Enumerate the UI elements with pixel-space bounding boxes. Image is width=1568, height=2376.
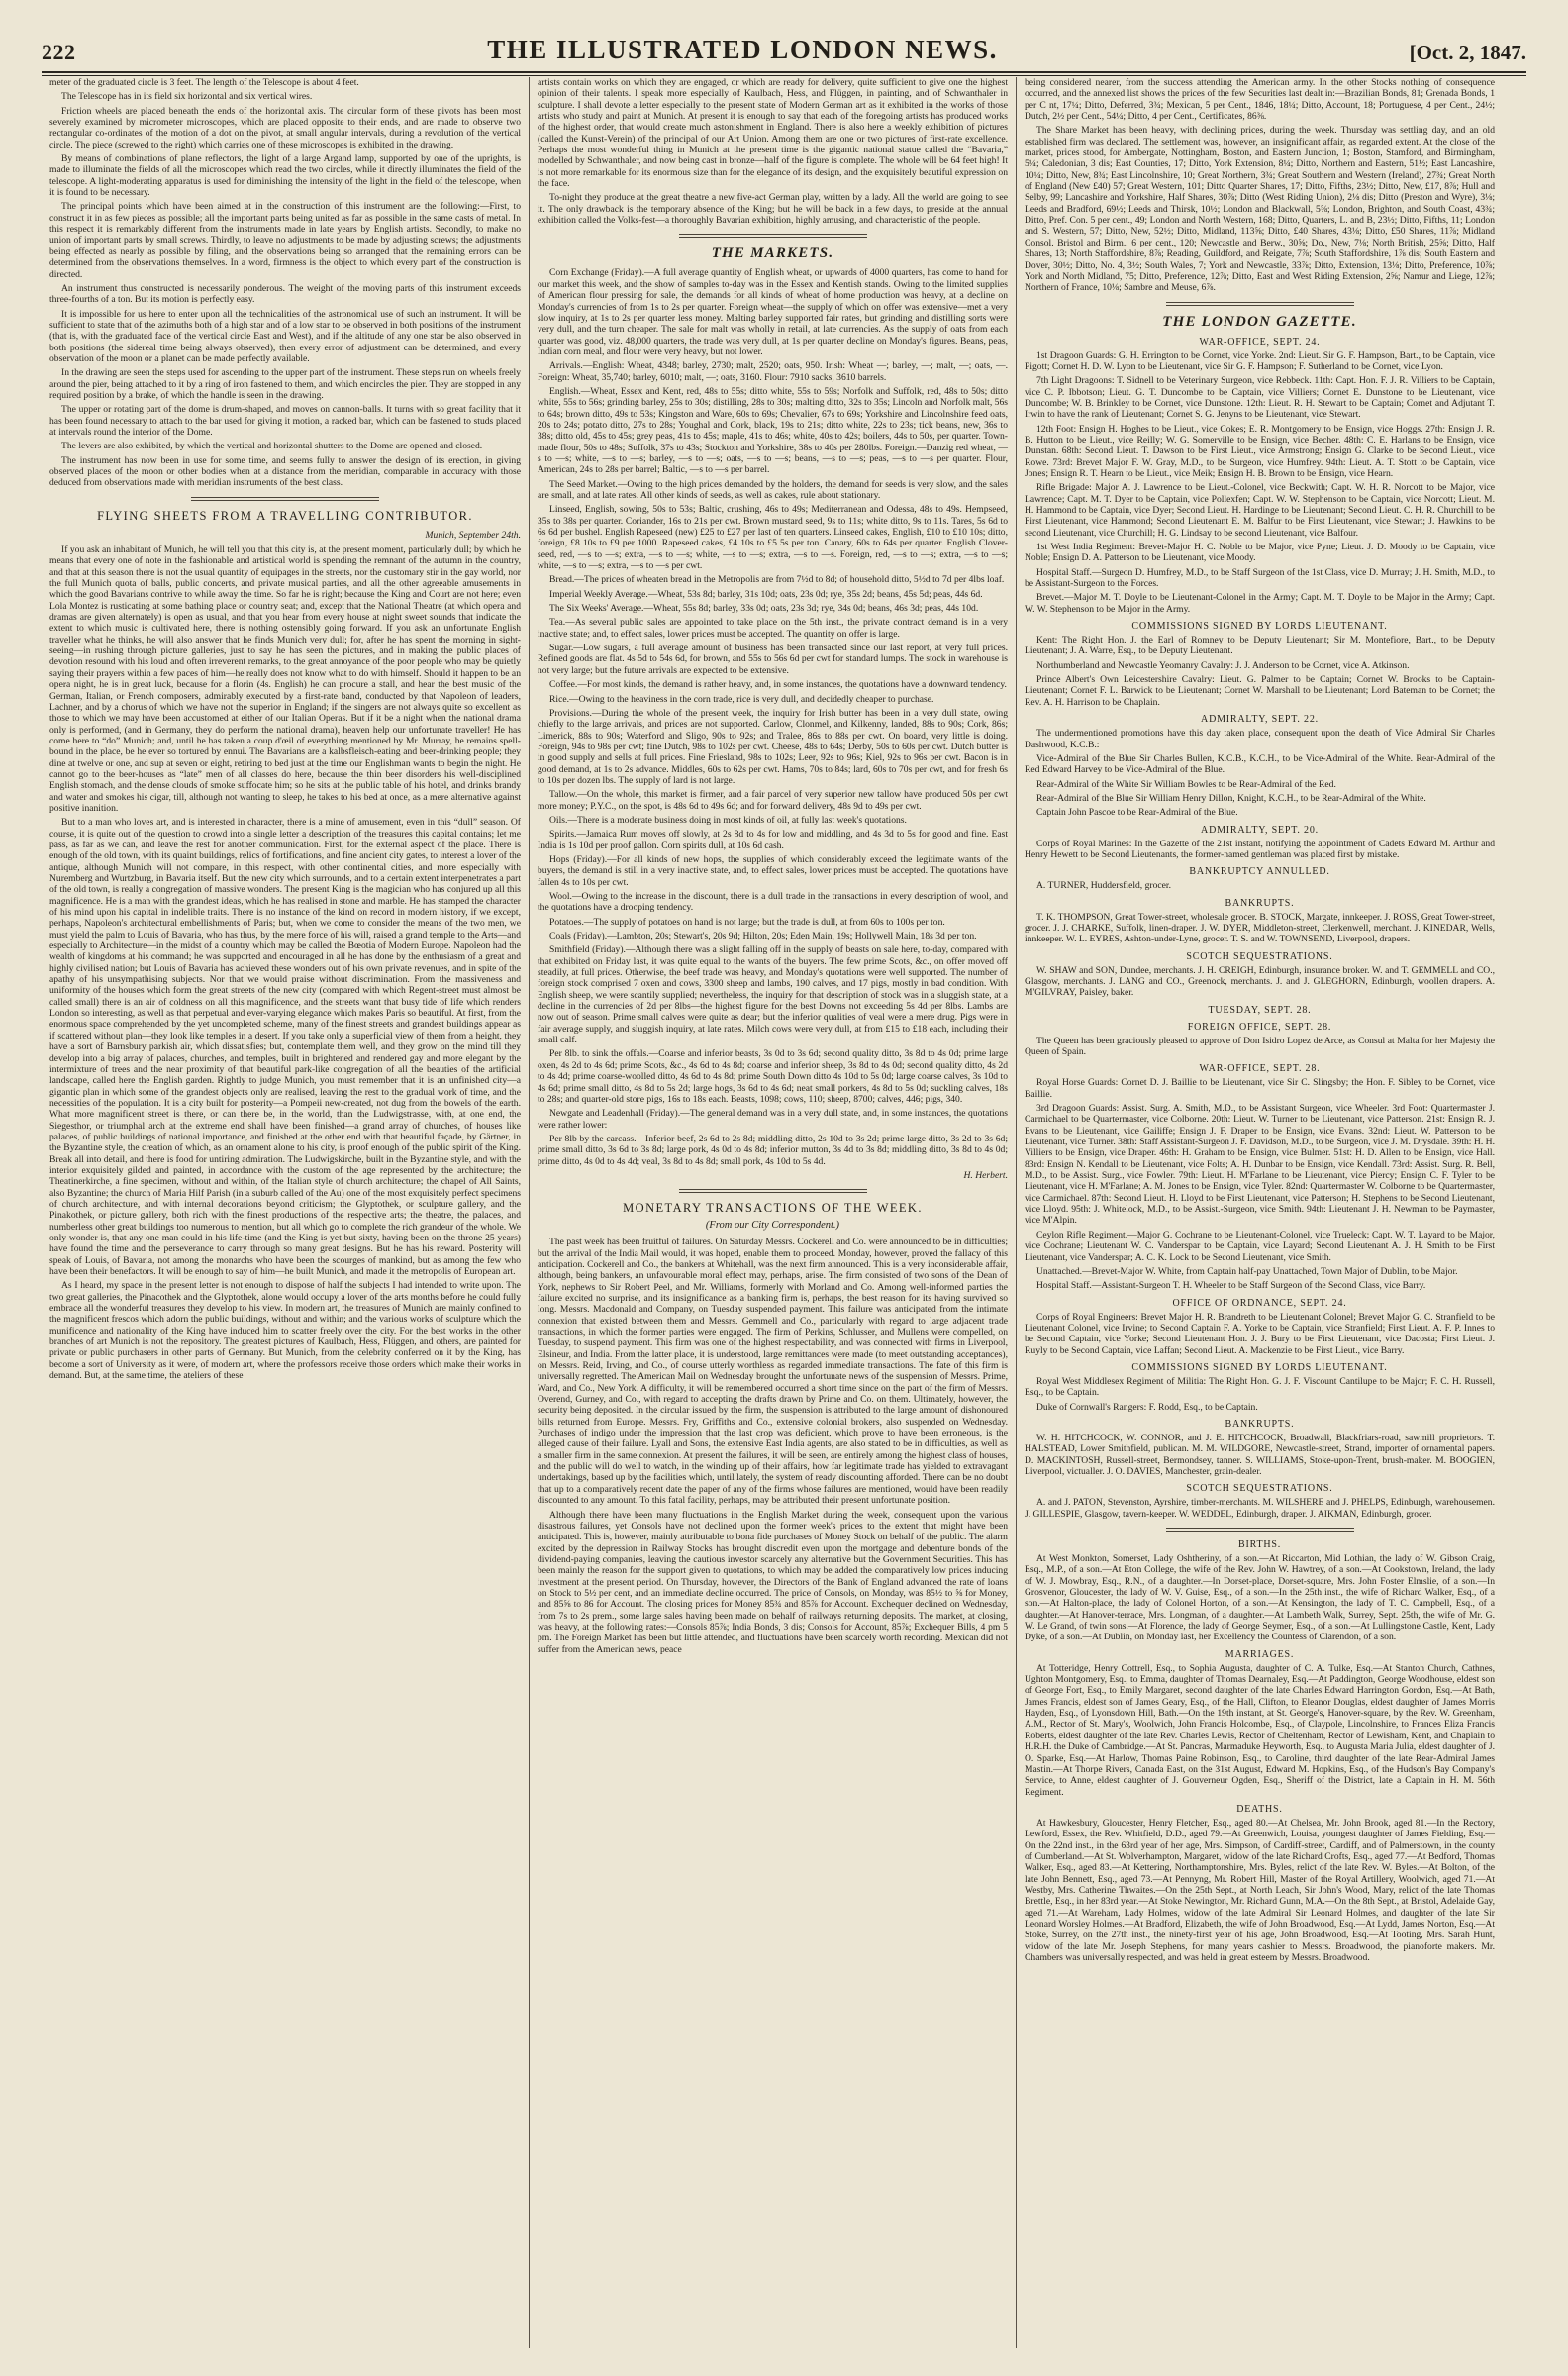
article-paragraph: An instrument thus constructed is necessarily ponderous. The weight of the moving parts of this instrument exceeds three-fourths of a ton. But its motion is perfectly easy. xyxy=(49,282,521,306)
article-heading: FLYING SHEETS FROM A TRAVELLING CONTRIBUTOR. xyxy=(97,508,473,523)
market-report: Coals (Friday).—Lambton, 20s; Stewart's, 20s 9d; Hilton, 20s; Eden Main, 19s; Hollywell Main, 18s 3d per ton. xyxy=(549,931,977,942)
gazette-entry: A. TURNER, Huddersfield, grocer. xyxy=(1036,880,1171,892)
markets-signature: H. Herbert. xyxy=(963,1169,1008,1181)
gazette-entry: 1st West India Regiment: Brevet-Major H. C. Noble to be Major, vice Pyne; Lieut. J. D. Moody to be Captain, vice Noble; Ensign D. A. Patterson to be Lieutenant, vice Moody. xyxy=(1025,542,1495,564)
article-paragraph: The upper or rotating part of the dome is drum-shaped, and moves on cannon-balls. It turns with so great facility that it has been found necessary to attach to the bar used for giving it motion, a racked bar, which can be fastened to studs placed at intervals round the interior of the Dome. xyxy=(49,404,521,438)
article-paragraph: If you ask an inhabitant of Munich, he will tell you that this city is, at the present moment, particularly dull; by which he means that every one of note in the fashionable and artistical world is spending the remnant of the autumn in the country, and that at this season there is not the usual quantity of equipages in the streets, nor the customary stir in the gay world, nor the full Munich quota of balls, public concerts, and private musical parties, and all the other agreeable amusements in which the good Bavarians contrive to while away the time. So far he is right; because the King and Court are not here; even Lola Montez is rusticating at some bathing place or country seat; and, except that the National Theatre (at which opera and dramas are given alternately) is open as usual, and that you hear from every house at night sweet sounds that indicate the extent to which music is cultivated here, there is nothing ostensibly going forward. If you ask an unfortunate English traveller what he thinks, he will also answer that he finds Munich very dull; for, after he has spent the morning in sight-seeing—in rushing through picture galleries, just to say he has seen the pictures, and in making the public places of devotion resound with his loud and often irreverent remarks, to the great annoyance of the poor people who may be quietly saying their prayers within a few paces of him—he really does not know what to do with himself. Should it happen to be an opera night, he is in great luck, because for a florin (4s. English) he can procure a stall, and hear the best music of the German, Italian, or French composers, admirably executed by a first-rate band, conducted by that Napoleon of leaders, Lachner, and by a chorus of which we have not the superior in England; if the singers are not always quite so excellent as those to which we may have been accustomed at either of our Italian Operas. But if it be a night when the national drama only is performed, (and in Germany, they do perform the national drama), heaven help our unfortunate traveller! He has come here to “do” Munich; and, until he has taken a coup d'œil of everything mentioned by Mr. Murray, he remains spell-bound in the place, be he ever so tortured by ennui. The Bavarians are a kalbsfleisch-eating and beer-drinking people; they dine at twelve or one, and sup at seven or eight, retiring to bed just at the time our Englishman wants to begin the night. He cannot go to the beer-houses as “late” men of all classes do here, because the thin beer disorders his well-disciplined English stomach, and the dense clouds of smoke suffocate him; so he sits at the public table of his hotel, and drinks brandy and water and smokes his cigar, till, although not wanting to sleep, he takes to his bed at once, as a mere alternative against positive inanition. xyxy=(49,544,521,814)
market-report: Per 8lb by the carcass.—Inferior beef, 2s 6d to 2s 8d; middling ditto, 2s 10d to 3s 2d; prime large ditto, 3s 2d to 3s 6d; prime small ditto, 3s 6d to 3s 8d; large pork, 4s 0d to 4s 8d; inferior mutton, 3s 4d to 3s 8d; middling ditto, 3s 8d to 4s 0d; prime ditto, 4s 0d to 4s 4d; veal, 3s 8d to 4s 8d; small pork, 4s 10d to 5s 4d. xyxy=(538,1133,1008,1167)
article-dateline: Munich, September 24th. xyxy=(425,529,521,541)
gazette-entry: 1st Dragoon Guards: G. H. Errington to be Cornet, vice Yorke. 2nd: Lieut. Sir G. F. Hampson, Bart., to be Captain, vice Pigott; Cornet H. D. W. Lyon to be Lieutenant, vice Sir G. F. Hampson; F. Sutherland to be Cornet, vice Lyon. xyxy=(1025,349,1495,372)
gazette-entry: 7th Light Dragoons: T. Sidnell to be Veterinary Surgeon, vice Rebbeck. 11th: Capt. Hon. F. J. R. Villiers to be Captain, vice C. P. Ibbotson; Lieut. G. T. Duncombe to be Captain, vice Villiers; Cornet E. Dunstone to be Lieutenant, vice Duncombe; W. B. Brinkley to be Cornet, vice Dunstone. 12th: Lieut. R. H. Stewart to be Captain; Cornet and Adjutant T. Irwin to have the rank of Lieutenant; Cornet S. G. Jenyns to be Lieutenant, vice Stewart. xyxy=(1025,375,1495,421)
article-paragraph: To-night they produce at the great theatre a new five-act German play, written by a lady. All the world are going to see it. The only drawback is the temporary absence of the King; but he will be back in a few days, to preside at the annual exhibition called the Volks-fest—a thoroughly Bavarian exhibition, highly amusing, and characteristic of the people. xyxy=(538,192,1008,227)
market-report: English.—Wheat, Essex and Kent, red, 48s to 55s; ditto white, 55s to 59s; Norfolk and Suffolk, red, 48s to 50s; ditto white, 55s to 56s; grinding barley, 25s to 30s; distilling, 28s to 30s; malting ditto, 32s to 35s; Lincoln and Norfolk malt, 56s to 64s; brown ditto, 49s to 53s; Kingston and Ware, 60s to 69s; Chevalier, 67s to 69s; Yorkshire and Lincolnshire feed oats, 20s to 24s; potato ditto, 27s to 28s; Youghal and Cork, black, 19s to 21s; ditto white, 22s to 23s; tick beans, new, 36s to 38s; ditto old, 45s to 45s; grey peas, 41s to 45s; maple, 41s to 46s; white, 40s to 42s; boilers, 44s to 50s, per quarter. Town-made flour, 50s to 48s; Suffolk, 37s to 43s; Stockton and Yorkshire, 38s to 40s per 280lbs. Foreign.—Danzig red wheat, —s to —s; white, —s to —s; barley, —s to —s; oats, —s to —s; beans, —s to —s; peas, —s to —s per quarter. Flour, American, 24s to 28s per barrel; Baltic, —s to —s per barrel. xyxy=(538,385,1008,476)
gazette-subheading: ADMIRALTY, SEPT. 22. xyxy=(1201,714,1319,726)
market-report: Potatoes.—The supply of potatoes on hand is not large; but the trade is dull, at from 60s to 100s per ton. xyxy=(549,916,945,928)
market-report: Coffee.—For most kinds, the demand is rather heavy, and, in some instances, the quotations have a downward tendency. xyxy=(549,679,1007,691)
article-paragraph: being considered nearer, from the success attending the American army. In the other Stocks nothing of consequence occurred, and the annexed list shows the prices of the few Securities last dealt in:—Brazilian Bonds, 81; Grenada Bonds, 1 per C nt, 17¼; Ditto, Deferred, 3¾; Mexican, 5 per Cent., 1846, 18¼; Ditto, Account, 18; Portuguese, 4 per Cent., 24½; Dutch, 2½ per Cent., 54¼; Ditto, 4 per Cent., Certificates, 86⅜. xyxy=(1025,77,1495,123)
gazette-entry: W. H. HITCHCOCK, W. CONNOR, and J. E. HITCHCOCK, Broadwall, Blackfriars-road, sawmill proprietors. T. HALSTEAD, Lower Smithfield, publican. M. M. WILDGORE, Newcastle-street, Strand, importer of ornamental papers. D. MACKINTOSH, Russell-street, Bermondsey, tanner. S. WILLIAMS, Stoke-upon-Trent, brush-maker. M. BOOGIEN, Liverpool, victualler. J. O. DAVIES, Manchester, grain-dealer. xyxy=(1025,1432,1495,1477)
markets-heading: THE MARKETS. xyxy=(711,246,834,262)
gazette-entry: Rear-Admiral of the Blue Sir William Henry Dillon, Knight, K.C.H., to be Rear-Admiral of the White. xyxy=(1036,792,1426,804)
deaths-heading: DEATHS. xyxy=(1236,1803,1283,1815)
section-divider xyxy=(1166,302,1354,306)
gazette-entry: Hospital Staff.—Assistant-Surgeon T. H. Wheeler to be Staff Surgeon of the Second Class, vice Barry. xyxy=(1036,1280,1426,1292)
newspaper-page xyxy=(42,22,1526,2348)
gazette-entry: Royal Horse Guards: Cornet D. J. Baillie to be Lieutenant, vice Sir C. Slingsby; the Hon. F. Sibley to be Cornet, vice Baillie. xyxy=(1025,1077,1495,1100)
market-report: Tallow.—On the whole, this market is firmer, and a fair parcel of very superior new tallow have produced 50s per cwt more money; P.Y.C., on the spot, is 48s 6d to 49s 6d; and for forward delivery, 48s 9d to 49s per cwt. xyxy=(538,789,1008,812)
gazette-entry: Ceylon Rifle Regiment.—Major G. Cochrane to be Lieutenant-Colonel, vice Trueleck; Capt. W. T. Layard to be Major, vice Cochrane; Lieutenant W. C. Vanderspar to be Captain, vice Layard; Second Lieutenant A. J. H. Smith to be First Lieutenant, vice Vanderspar; A. C. K. Lock to be Second Lieutenant, vice Smith. xyxy=(1025,1229,1495,1263)
gazette-entry: The undermentioned promotions have this day taken place, consequent upon the death of Vice Admiral Sir Charles Dashwood, K.C.B.: xyxy=(1025,728,1495,750)
market-report: Hops (Friday).—For all kinds of new hops, the supplies of which considerably exceed the legitimate wants of the buyers, the demand is still in a very inactive state, and, to effect sales, lower prices must be accepted. The quotations have fallen 4s to 10s per cwt. xyxy=(538,853,1008,888)
gazette-subheading: SCOTCH SEQUESTRATIONS. xyxy=(1186,1483,1333,1495)
article-paragraph: The instrument has now been in use for some time, and seems fully to answer the design of its erection, in giving observed places of the moon or other bodies when at a distance from the meridian, comparable in accuracy with those deduced from observations made with meridian instruments of the best class. xyxy=(49,454,521,489)
gazette-entry: A. and J. PATON, Stevenston, Ayrshire, timber-merchants. M. WILSHERE and J. PHELPS, Edinburgh, warehousemen. J. GILLESPIE, Glasgow, tavern-keeper. W. WEDDEL, Edinburgh, draper. J. AIKMAN, Edinburgh, grocer. xyxy=(1025,1497,1495,1520)
article-paragraph: Although there have been many fluctuations in the English Market during the week, consequent upon the various disastrous failures, yet Consols have not declined upon the former week's prices to the extent that might have been anticipated. This is, however, mainly attributable to bona fide purchases of Money Stock on behalf of the public. The alarm excited by the depression in Railway Stocks has brought discredit even upon the mortgage and debenture bonds of the dividend-paying companies, leaving the cautious investor scarcely any alternative but the Government Securities. This has been mainly the reason for the support given to quotations, to which may be added the comparatively low prices inducing investment at the present period. On Thursday, however, the Directors of the Bank of England advanced the rate of loans on Stock to 5½ per cent, and an immediate decline occurred. The price of Consols, on Monday, was 85½ to ⅝ for Money, and 85⅝ to 86 for Account. The closing prices for Money 85¾ and 85⅞ for Account. Exchequer declined on Wednesday, from 7s to 2s prem., some large sales having been made on behalf of railways returning deposits. The market, at closing, was heavy, at the following rates:—Consols 85⅞; India Bonds, 3 dis; Consols for Account, 85⅞; Exchequer Bills, 4 pm 5 pm. The Foreign Market has been but little attended, and fluctuations have been scarcely worth recording. Mexican did not suffer from the American news, peace xyxy=(538,1509,1008,1655)
gazette-entry: Unattached.—Brevet-Major W. White, from Captain half-pay Unattached, Town Major of Dublin, to be Major. xyxy=(1036,1265,1458,1277)
newspaper-title: THE ILLUSTRATED LONDON NEWS. xyxy=(487,35,998,64)
section-divider xyxy=(191,497,379,501)
market-report: Oils.—There is a moderate business doing in most kinds of oil, at fully last week's quotations. xyxy=(549,814,907,826)
gazette-subheading: OFFICE OF ORDNANCE, SEPT. 24. xyxy=(1172,1297,1347,1309)
gazette-subheading: BANKRUPTS. xyxy=(1225,1418,1295,1430)
market-report: Arrivals.—English: Wheat, 4348; barley, 2730; malt, 2520; oats, 950. Irish: Wheat —; barley, —; malt, —; oats, —. Foreign: Wheat, 35,740; barley, 6010; malt, —; oats, 3160. Flour: 7910 sacks, 3610 barrels. xyxy=(538,360,1008,383)
gazette-entry: Northumberland and Newcastle Yeomanry Cavalry: J. J. Anderson to be Cornet, vice A. Atkinson. xyxy=(1036,659,1410,671)
gazette-entry: Brevet.—Major M. T. Doyle to be Lieutenant-Colonel in the Army; Capt. M. T. Doyle to be Major in the Army; Capt. W. W. Stephenson to be Major in the Army. xyxy=(1025,592,1495,615)
article-paragraph: By means of combinations of plane reflectors, the light of a large Argand lamp, supported by one of the uprights, is made to illuminate the fields of all the microscopes which read the two circles, while it directly illuminates the field of the telescope. A light-moderating apparatus is used for diminishing the intensity of the light in the field of the telescope, when it is found to be necessary. xyxy=(49,153,521,199)
gazette-subheading: TUESDAY, SEPT. 28. xyxy=(1208,1004,1312,1016)
gazette-entry: T. K. THOMPSON, Great Tower-street, wholesale grocer. B. STOCK, Margate, innkeeper. J. ROSS, Great Tower-street, grocer. J. J. CHARKE, Suffolk, linen-draper. J. W. DYER, Middleton-street, Clerkenwell, merchant. J. KINEDAR, Wells, innkeeper. W. L. EYRES, Ashton-under-Lyne, grocer. T. S. and W. TOWNSEND, Liverpool, drapers. xyxy=(1025,911,1495,945)
market-report: Newgate and Leadenhall (Friday).—The general demand was in a very dull state, and, in some instances, the quotations were rather lower: xyxy=(538,1108,1008,1131)
article-paragraph: artists contain works on which they are engaged, or which are ready for delivery, quite sufficient to give one the highest opinion of their talents. I speak more especially of Kaulbach, Hess, and Flüggen, in painting, and of Schwanthaler in sculpture. I shall devote a letter especially to the present state of Modern German art as it exhibited in the works of those artists who study and paint at Munich. At present it is enough to say that each of the foregoing artists has produced works of the highest order, that would create much astonishment in England. There is also here a weekly exhibition of pictures (called the Kunst-Verein) of the principal of our Art Union. Among them are one or two pictures of first-rate excellence. Perhaps the most wonderful thing in Munich at the present time is the gigantic national statue called the “Bavaria,” modelled by Schwanthaler, and now being cast in bronze—half of the figure is complete. The whole will be 64 feet high! It is not more remarkable for its enormous size than for the elegance of its design, and the exquisitely beautiful expression on the face. xyxy=(538,77,1008,190)
market-report: Linseed, English, sowing, 50s to 53s; Baltic, crushing, 46s to 49s; Mediterranean and Odessa, 48s to 49s. Hempseed, 35s to 38s per quarter. Coriander, 16s to 21s per cwt. Brown mustard seed, 9s to 11s; white ditto, 9s to 11s. Tares, 5s 6d to 6s 6d per bushel. English Rapeseed (new) £25 to £27 per last of ten quarters. Linseed cakes, English, £10 to £10 10s; ditto, foreign, £8 10s to £9 per 1000. Rapeseed cakes, £4 10s to £5 5s per ton. Canary, 60s to 64s per quarter. English Clover-seed, red, —s to —s; extra, —s to —s; white, —s to —s; extra, —s to —s. Foreign, red, —s to —s; extra, —s to —s; white, —s to —s; extra, —s to —s per cwt. xyxy=(538,504,1008,572)
article-paragraph: The past week has been fruitful of failures. On Saturday Messrs. Cockerell and Co. were announced to be in difficulties; but the arrival of the India Mail would, it was hoped, enable them to proceed. Monday, however, proved the fallacy of this anticipation. Cockerell and Co., the bankers at Whitehall, was the next firm announced. This is a very inconsiderable affair, although, being bankers, an unfavourable moral effect may, perhaps, arise. The firm consisted of two sons of the Dean of York, nephews to Sir Robert Peel, and Mr. Williams, formerly with Morland and Co. Among well-informed parties the failure excited no surprise, and its insignificance as a banking firm is, perhaps, the best reason for its having survived so long. Messrs. Macdonald and Company, on Tuesday suspended payment. This failure was anticipated from the intimate connexion that existed between them and Messrs. Gemmell and Co., particularly with regard to large adjacent trade transactions, in which the former parties were engaged. The firm of Perkins, Schlusser, and Mullens were compelled, on Tuesday, to suspend payment. This firm was one of the highest respectability, and was connected with firms in Liverpool, Elsineur, and India. From the latter place, it is understood, large remittances were made (to meet outstanding acceptances), on Messrs. Reid, Irving, and Co., of course utterly worthless as regarded immediate transactions. The fate of this firm is universally regretted. The American Mail on Wednesday brought the unfortunate news of the suspension of Messrs. Prime, Ward, and Co., New York. A difficulty, it will be remembered occurred a short time since on the part of the firm of Messrs. Overend, Gurney, and Co., with regard to accepting the drafts drawn by Prime and Co. on them. Ultimately, however, the security being deposited. In the circular issued by the firm, the suspension is attributed to the large amount of dishonoured bills returned from Europe. Messrs. Fry, Griffiths and Co., extensive colonial brokers, also suspended on Wednesday. Purchases of indigo under the impression that the last crop was deficient, which prove to have been erroneous, is the alleged cause of their failure. Lyall and Sons, the extensive East India agents, are also stated to be in difficulties, as well as a smaller firm in the same connexion. At present the failures, it will be seen, are entirely among the highest class of houses, and the public will do well to watch, in the winding up of their affairs, how far legitimate trade has yielded to extravagant undertakings, based up by the facilities which, until lately, the system of ready discounting afforded. There can be no doubt that up to a comparatively recent date the paper of any of the firms whose failures are mentioned, would have been readily discounted to any amount. To this fatal facility, perhaps, may be attributed their present unfortunate position. xyxy=(538,1237,1008,1507)
gazette-subheading: BANKRUPTS. xyxy=(1225,897,1295,909)
market-report: The Six Weeks' Average.—Wheat, 55s 8d; barley, 33s 0d; oats, 23s 3d; rye, 34s 0d; beans, 46s 3d; peas, 44s 10d. xyxy=(549,603,979,615)
article-paragraph: The Telescope has in its field six horizontal and six vertical wires. xyxy=(61,91,313,103)
gazette-entry: W. SHAW and SON, Dundee, merchants. J. H. CREIGH, Edinburgh, insurance broker. W. and T. GEMMELL and CO., Glasgow, merchants. J. LANG and CO., Greenock, merchants. J. and J. GLEGHORN, Edinburgh, woollen drapers. A. M'GILVRAY, Paisley, baker. xyxy=(1025,964,1495,999)
gazette-entry: Captain John Pascoe to be Rear-Admiral of the Blue. xyxy=(1036,807,1238,819)
market-report: Bread.—The prices of wheaten bread in the Metropolis are from 7½d to 8d; of household ditto, 5½d to 7d per 4lbs loaf. xyxy=(549,574,1005,586)
article-paragraph: meter of the graduated circle is 3 feet. The length of the Telescope is about 4 feet. xyxy=(49,77,359,88)
market-report: Imperial Weekly Average.—Wheat, 53s 8d; barley, 31s 10d; oats, 23s 0d; rye, 35s 2d; beans, 45s 5d; peas, 44s 6d. xyxy=(549,588,983,600)
market-report: Wool.—Owing to the increase in the discount, there is a dull trade in the transactions in every description of wool, and the quotations have a drooping tendency. xyxy=(538,891,1008,914)
column-2 xyxy=(529,77,1016,2348)
gazette-subheading: FOREIGN OFFICE, SEPT. 28. xyxy=(1187,1021,1332,1033)
births-notices: At West Monkton, Somerset, Lady Oshtheriny, of a son.—At Riccarton, Mid Lothian, the lady of W. Gibson Craig, Esq., M.P., of a son.—At Eton College, the wife of the Rev. John W. Hawtrey, of a son.—At Cookstown, Ireland, the lady of W. J. Mowbray, Esq., R.N., of a daughter.—In Dorset-place, Dorset-square, Mrs. John Foster Elmslie, of a son.—In Grosvenor, Gloucester, the lady of W. V. Guise, Esq., of a son.—In the 25th inst., the wife of Richard Walker, Esq., of a son.—At Halton-place, the lady of Colonel Horton, of a son.—At Kensington, the lady of T. C. Campbell, Esq., of a daughter.—At Hanover-terrace, Mrs. Longman, of a daughter.—At Lambeth Walk, Surrey, Sept. 25th, the wife of Mr. G. W. Le Grand, of twin sons.—At Florence, the lady of George Seymer, Esq., of a son.—At Lullingstone Castle, Kent, Lady Dyke, of a son.—At Dublin, on Monday last, her Excellency the Countess of Clarendon, of a son. xyxy=(1025,1553,1495,1643)
column-1 xyxy=(42,77,529,2348)
gazette-entry: Duke of Cornwall's Rangers: F. Rodd, Esq., to be Captain. xyxy=(1036,1401,1258,1413)
deaths-notices: At Hawkesbury, Gloucester, Henry Fletcher, Esq., aged 80.—At Chelsea, Mr. John Brook, aged 81.—In the Rectory, Lewford, Essex, the Rev. Whitfield, D.D., aged 79.—At Greenwich, Louisa, youngest daughter of James Fielding, Esq.—On the 22nd inst., in the 63rd year of her age, Mrs. Simpson, of Cardiff-street, Cardiff, and of Palmerstown, in the county of Cumberland.—At St. Wolverhampton, Margaret, widow of the late Richard Crofts, Esq., aged 77.—At Bedford, Thomas Walker, Esq., aged 83.—At Kettering, Northamptonshire, Mrs. Byles, relict of the late Rev. W. Byles.—At Bolton, of the late John Bennett, Esq., aged 73.—At Pennyng, Mr. Robert Hill, Master of the Royal Artillery, Woolwich, aged 71.—At Westby, Mrs. Catherine Thwaites.—On the 25th Sept., at North Leach, Sir John's Wood, Mary, relict of the late Thomas Brettle, Esq., in her 83rd year.—At Stoke Newington, Mr. Richard Gunn, M.A.—On the 8th Sept., at Bristol, Adelaide Gay, aged 71.—At Wareham, Lady Holmes, widow of the late Admiral Sir Leonard Holmes, and daughter of the late Sir Leonard Worsley Holmes.—At Bradford, Elizabeth, the wife of John Broadwood, Esq.—At Lydd, James Norton, Esq.—At Stoke, Surrey, on the 27th inst., the ninety-first year of his age, John Broadwood, Esq.—At Tooting, Mrs. Sarah Hunt, widow of the late Mr. Joseph Stephens, for many years cashier to Messrs. Broadwood, the pianoforte makers. Mr. Chambers was universally respected, and was held in great esteem by Messrs. Broadwood. xyxy=(1025,1817,1495,1963)
article-paragraph: In the drawing are seen the steps used for ascending to the upper part of the instrument. These steps run on wheels freely around the pier, being attached to it by a ring of iron fastened to them, and which encircles the pier. They are stopped in any required position by a brake, of which the handle is seen in the drawing. xyxy=(49,367,521,401)
gazette-entry: Rifle Brigade: Major A. J. Lawrence to be Lieut.-Colonel, vice Beckwith; Capt. W. H. R. Norcott to be Major, vice Lawrence; Capt. M. T. Dyer to be Captain, vice Pollexfen; Capt. W. W. Stephenson to be Captain, vice Norcott; Lieut. M. H. Hammond to be Captain, vice Dyer; Second Lieut. H. Hardinge to be Lieutenant; Second Lieut. C. H. R. Churchill to be First Lieutenant, vice Hammond; Second Lieutenant E. M. Balfur to be First Lieutenant, vice Stewart; J. Hawkins to be second Lieutenant, vice Churchill; H. G. Lindsay to be second Lieutenant, vice Balfour. xyxy=(1025,482,1495,539)
article-paragraph: It is impossible for us here to enter upon all the technicalities of the astronomical use of such an instrument. It will be sufficient to state that of the azimuths both of a high star and of a low star to be observed in both positions of the instrument (that is, with the graduated face of the vertical circle East and West), and if the altitude of any one star be also observed in both positions (the sidereal time being always observed), then every error of adjustment can be determined, and every observation of the moon or a planet can be made perfectly available. xyxy=(49,308,521,364)
gazette-subheading: SCOTCH SEQUESTRATIONS. xyxy=(1186,950,1333,962)
article-paragraph: As I heard, my space in the present letter is not enough to dispose of half the subjects I had intended to write upon. The two great galleries, the Pinacothek and the Glyptothek, alone would occupy a lover of the arts months before he could fully embrace all the wonderful treasures they develop to his view. In modern art, the treasures of Munich are mainly confined to the magnificent frescos which adorn the public buildings, without and within; and the various works of sculpture which the munificence and nationality of the King have induced him to scatter freely over the city. For the best works in the other branches of art Munich is not the repository. The greatest pictures of Kaulbach, Hess, Flüggen, and others, are painted for private or public purchasers in other parts of Germany. But Munich, from the celebrity conferred on it by the King, has become a sort of University as it were, of modern art, where the professors receive those orders which make their works in demand. But, at the same time, the ateliers of these xyxy=(49,1280,521,1382)
market-report: Tea.—As several public sales are appointed to take place on the 5th inst., the private contract demand is in a very inactive state; and, to effect sales, lower prices must be accepted. The quantity on offer is large. xyxy=(538,617,1008,640)
births-heading: BIRTHS. xyxy=(1237,1539,1282,1550)
section-divider xyxy=(1166,1528,1354,1532)
gazette-subheading: COMMISSIONS SIGNED BY LORDS LIEUTENANT. xyxy=(1131,1361,1388,1373)
market-report: Per 8lb. to sink the offals.—Coarse and inferior beasts, 3s 0d to 3s 6d; second quality ditto, 3s 8d to 4s 0d; prime large oxen, 4s 2d to 4s 6d; prime Scots, &c., 4s 6d to 4s 8d; coarse and inferior sheep, 3s 8d to 4s 0d; second quality ditto, 4s 2d to 4s 4d; prime coarse-woolled ditto, 4s 6d to 4s 8d; prime South Down ditto 4s 10d to 5s 0d; large coarse calves, 3s 10d to 4s 6d; prime small ditto, 4s 8d to 5s 2d; large hogs, 3s 6d to 4s 6d; neat small porkers, 4s 8d to 5s 0d; suckling calves, 18s to 28s; and quarter-old store pigs, 16s to 18s each. Beasts, 1098; cows, 110; sheep, 8700; calves, 446; pigs, 340. xyxy=(538,1048,1008,1105)
gazette-entry: Kent: The Right Hon. J. the Earl of Romney to be Deputy Lieutenant; Sir M. Montefiore, Bart., to be Deputy Lieutenant; J. A. Warre, Esq., to be Deputy Lieutenant. xyxy=(1025,635,1495,657)
gazette-entry: Hospital Staff.—Surgeon D. Humfrey, M.D., to be Staff Surgeon of the 1st Class, vice D. Murray; J. H. Smith, M.D., to be Assistant-Surgeon to the Forces. xyxy=(1025,566,1495,590)
gazette-entry: Royal West Middlesex Regiment of Militia: The Right Hon. G. J. F. Viscount Cantilupe to be Major; F. C. H. Russell, Esq., to be Captain. xyxy=(1025,1375,1495,1399)
marriages-heading: MARRIAGES. xyxy=(1225,1648,1295,1660)
article-paragraph: Friction wheels are placed beneath the ends of the horizontal axis. The circular form of these pivots has been most severely examined by micrometer microscopes, which are placed opposite to their ends, and are made to observe two rectangular co-ordinates of the motion of a dot on the pivot, at small angular intervals, during a revolution of the vertical circle. The piece (screwed to the right) which carries one of these microscopes is exhibited in the drawing. xyxy=(49,105,521,150)
market-report: The Seed Market.—Owing to the high prices demanded by the holders, the demand for seeds is very slow, and the sales are small, and at late rates. All other kinds of seeds, as well as cakes, rule about stationary. xyxy=(538,478,1008,501)
column-3 xyxy=(1016,77,1503,2348)
gazette-entry: Rear-Admiral of the White Sir William Bowles to be Rear-Admiral of the Red. xyxy=(1036,778,1336,790)
columns xyxy=(42,77,1526,2348)
gazette-entry: The Queen has been graciously pleased to approve of Don Isidro Lopez de Arce, as Consul at Malta for her Majesty the Queen of Spain. xyxy=(1025,1035,1495,1057)
gazette-entry: 3rd Dragoon Guards: Assist. Surg. A. Smith, M.D., to be Assistant Surgeon, vice Wheeler. 3rd Foot: Quartermaster J. Carmichael to be Quartermaster, vice Colborne. 20th: Lieut. W. Turner to be Lieutenant, vice Patterson. 21st: Ensign R. J. Evans to be Lieutenant, vice Gailiffe; Ensign J. F. Draper to be Ensign, vice Evans. 32nd: Lieut. W. Patterson to be Lieutenant, vice Turner. 38th: Staff Assistant-Surgeon J. F. Davidson, M.D., to be Surgeon, vice J. M. Drysdale. 39th: H. H. Villiers to be Ensign, vice Draper. 46th: H. Graham to be Ensign, vice Bulmer. 51st: H. D. Allen to be Ensign, vice Hall. 83rd: Ensign N. Kendall to be Lieutenant, vice Folts; A. H. Dunbar to be Ensign, vice Kendall. 73rd: Assist. Surg. R. Bell, M.D., to be Assist. Surg., vice Fowler. 79th: Lieut. H. M'Farlane to be Lieutenant, vice Piercy; Ensign C. F. Tyler to be Lieutenant, vice H. M'Farlane; A. M. Jones to be Ensign, vice Tyler. 82nd: Quartermaster W. Colborne to be Quartermaster, vice Carmichael. 87th: Second Lieut. H. Lloyd to be First Lieutenant, vice Patterson; H. Stephens to be Second Lieutenant, vice Lloyd. 95th: J. Whitelock, M.D., to be Assist.-Surgeon, vice Smith. 94th: Lieutenant J. H. Newman to be Paymaster, vice M'Alpin. xyxy=(1025,1103,1495,1227)
section-divider xyxy=(679,234,867,238)
page-number: 222 xyxy=(42,40,76,64)
gazette-subheading: WAR-OFFICE, SEPT. 28. xyxy=(1199,1063,1321,1075)
section-divider xyxy=(679,1189,867,1193)
gazette-entry: Corps of Royal Marines: In the Gazette of the 21st instant, notifying the appointment of Cadets Edward M. Arthur and Henry Hewett to be Second Lieutenants, the former-named gentleman was placed first by mistake. xyxy=(1025,838,1495,860)
market-report: Provisions.—During the whole of the present week, the inquiry for Irish butter has been in a very dull state, owing chiefly to the large arrivals, and prices are not supported. Carlow, Clonmel, and Kilkenny, landed, 88s to 90s; Cork, 86s; Limerick, 88s to 90s; Waterford and Sligo, 90s to 92s; and Tralee, 86s to 88s per cwt. On board, very little is doing. Foreign, 94s to 98s per cwt; fine Dutch, 98s to 102s per cwt. Cheese, 48s to 64s; Derby, 50s to 60s per cwt. Dutch butter is in good supply and sells at full prices. Fine Friesland, 98s to 102s; Leer, 92s to 96s; Kiel, 92s to 96s per cwt. Bacon is in good demand, at 1s to 2s advance. Middles, 60s to 62s per cwt. Hams, 70s to 84s; lard, 60s to 70s per cwt, and for fresh 6s to 10s per dozen lbs. The supply of lard is not large. xyxy=(538,707,1008,786)
market-report: Spirits.—Jamaica Rum moves off slowly, at 2s 8d to 4s for low and middling, and 4s 3d to 5s for good and fine. East India is 1s 10d per proof gallon. Corn spirits dull, at 10s 6d cash. xyxy=(538,829,1008,851)
market-report: Rice.—Owing to the heaviness in the corn trade, rice is very dull, and decidedly cheaper to purchase. xyxy=(549,693,934,705)
article-paragraph: The principal points which have been aimed at in the construction of this instrument are the following:—First, to construct it in as few pieces as possible; all the important parts being united as far as possible in the same casts of metal. In this respect it is remarkably different from the instruments made in late years by English artists. Secondly, to make no union of important parts by small screws. Thirdly, to leave no adjustments to be made by adjusting screws; the adjustments being effected as nearly as possible by filing, and the observations being so arranged that the remaining errors can be determined from the observations themselves. In a word, firmness is the object to which every part of the construction is directed. xyxy=(49,201,521,280)
marriages-notices: At Totteridge, Henry Cottrell, Esq., to Sophia Augusta, daughter of C. A. Tulke, Esq.—At Stanton Church, Cathnes, Ughton Montgomery, Esq., to Emma, daughter of Thomas Dearnaley, Esq.—At Paddington, George Woodhouse, eldest son of George Fort, Esq., to Emily Margaret, second daughter of the late Charles Edward Harrington Gordon, Esq.—At Bath, James Francis, eldest son of James Geary, Esq., of the Hall, Clifton, to Eleanor Douglas, eldest daughter of James Morris Hayden, Esq., of Lyonsdown Hill, Bath.—On the 19th instant, at St. George's, Hanover-square, by the Rev. W. Greenham, A.M., Rector of St. Mary's, Woolwich, John Francis Holcombe, Esq., of Claypole, Lincolnshire, to Frances Eliza Francis Roberts, eldest daughter of the late Rev. Charles Lewis, Rector of Cheltenham, Rector of Lewisham, Kent, and Chaplain to H.R.H. the Duke of Cambridge.—At St. Pancras, Marmaduke Heyworth, Esq., to Augusta Maria Julia, eldest daughter of J. O. Sparke, Esq.—At Harlow, Thomas Paine Robinson, Esq., to Caroline, third daughter of the late Rear-Admiral James Mastin.—At Thorpe Rivers, Canada East, on the 31st August, Edward M. Hopkins, Esq., of the Hudson's Bay Company's Service, to Anne, eldest daughter of J. Gouverneur Ogden, Esq., Sheriff of the District, late a Captain in H. M. 56th Regiment. xyxy=(1025,1662,1495,1798)
masthead xyxy=(42,22,1526,73)
gazette-entry: Prince Albert's Own Leicestershire Cavalry: Lieut. G. Palmer to be Captain; Cornet W. Brooks to be Captain-Lieutenant; Cornet F. L. Barwick to be Lieutenant; Cornet W. Marshall to be Lieutenant; Lord Bateman to be Cornet; the Rev. A. H. Harrison to be Chaplain. xyxy=(1025,674,1495,708)
issue-date: [Oct. 2, 1847. xyxy=(1409,41,1526,64)
monetary-subheading: (From our City Correspondent.) xyxy=(705,1220,840,1232)
article-paragraph: But to a man who loves art, and is interested in character, there is a mine of amusement, even in this “dull” season. Of course, it is quite out of the question to crowd into a single letter a description of the treasures this capital contains; let me pass, as far as we can, and leave the rest for another communication. First, for the external aspect of the place. There is enough of the old town, with its quaint buildings, relics of fortifications, and fine ancient city gates, to interest a lover of the antique, although Munich will not compare, in this respect, with other continental cities, and more especially with Nuremberg and Wurtzburg, in Bavaria itself. But the new city which surrounds, and to a certain extent interpenetrates a part of the old town, is really a congregation of massive wonders. The present King is the magician who has conjured up all this magnificence. He is a man with the grandest ideas, which he has realised in stone and marble. He has stamped the character of his mind upon his capital in indelible traits. There is no instance of the kind on record in modern history, if we except, perhaps, Napoleon's architectural embellishments of Paris; but, when we come to consider the means of the two men, we must yield the palm to Louis of Bavaria, who has thus, by the mere force of his will, raised a grand temple to the Arts—and especially to Architecture—in the midst of a country which may be called the Bœotia of Modern Europe. Napoleon had the wealth of kingdoms at his command; he was supported and encouraged in all he has done by the enthusiasm of a great and highly civilised nation; but Louis of Bavaria has achieved these wonders out of his own private revenues, and in spite of the apathy of his unsympathising subjects. Nor that we would praise without discrimination. From the massiveness and uniformity of the houses which form the great streets of the new city (compared with which Regent-street must almost be called small) there is an air of coldness on all this magnificence, and the streets want that busy tide of life which renders London so interesting, as well as that perpetual and ever-varying elegance which makes Paris so beautiful. At first, from the enormous space comprehended by the yet uncompleted scheme, many of the finest streets and grandest buildings appear as if scattered without plan—they look like temples in a desert. If you take only a superficial view of them from a height, they have a sort of Barnsbury parkish air, which dissatisfies; but, contemplate them well, and they grow on the mind till they develop into a big array of palaces, churches, and temples, built in brightened and rendered gay and more elegant by the intermixture of trees and the near proximity of that beautiful park-like congregation of all the beauties of the artificial landscape, called here the English garden. Rightly to judge Munich, you must remember that it is an unfinished city—a gigantic plan in which some of the grandest objects only are realised, leaving the rest to the gradual work of time, and the necessities of the population. It is a city built for posterity—a Pompeii new-created, not dug from the bowels of the earth. What more magnificent street is there, or can there be, in the world, than the Ludwigstrasse, with, at one end, the Siegesthor, or triumphal arch at the extreme end shall have been finished—a grand array of churches, of houses like palaces, of public buildings of national importance, and finished at the other end with that beautiful façade, by Gärtner, in the Byzantine style, the creation of which, as an ornament alone to his city, is proof enough of the public spirit of the King. Break all into detail, and there is food for untiring admiration. The Ludwigskirche, built in the Byzantine style, and with the interior exquisitely gilded and painted, in accordance with the custom of the age represented by the architecture; the Theatinerkirche, a fine specimen, without and within, of the Italian style of church architecture; the chapel of All Saints, also Byzantine; the church of Maria Hilf Parish (in a suburb called of the Au) one of the most exquisitely perfect specimens of church architecture, and with internal decorations beyond criticism; the Glyptothek, or sculpture gallery, and the Pinakothek, or picture gallery, both rich with the finest productions of the respective arts; the theatre, the palaces, and numberless other great buildings too numerous to mention, but all which go to complete the rich grandeur of the whole. We only wonder is, that any one man could in his life-time (and the King is yet but sixty, having been on the throne 25 years) have found the time and the perseverance to carry through so many great designs. But he has his reward. Posterity will speak of Louis, of Bavaria, not among the monarchs who have been the scourges of mankind, but as among the few who have been their benefactors. It will be enough to say of him—he built Munich, and made it the metropolis of European art. xyxy=(49,817,521,1278)
gazette-entry: Corps of Royal Engineers: Brevet Major H. R. Brandreth to be Lieutenant Colonel; Brevet Major G. C. Stranfield to be Lieutenant Colonel, vice Irvine; to Second Captain F. A. Yorke to be Captain, vice Stranfield; First Lieut. A. F. P. Innes to be Second Captain, vice Yorke; Second Lieutenant Hon. J. J. Bury to be First Lieutenant, vice Dacosta; First Lieut. J. Ruyly to be Second Captain, vice Laffan; Second Lieut. A. Mackenzie to be First Lieut., vice Barry. xyxy=(1025,1311,1495,1356)
article-paragraph: The Share Market has been heavy, with declining prices, during the week. Thursday was settling day, and an old established firm was declared. The settlement was, however, an insignificant affair, as regarded extent. At the close of the market, prices stood, for Ambergate, Nottingham, Boston, and Eastern Junction, 1; Boston, Stamford, and Birmingham, 5¼; Caledonian, 3 dis; East Counties, 17; Ditto, York Extension, 8¼; Ditto, Northern and Eastern, 51½; East Lancashire, 10¼; Ditto, New, 8¾; East Lincolnshire, 10; Great Northern, 3¾; Great Southern and Western (Ireland), 27¾; Great North of England (New £40) 57; Great Western, 101; Ditto Quarter Shares, 17; Ditto, Fifths, 23½; Ditto, New, £17, 8⅞; Hull and Selby, 99; Lancashire and Yorkshire, Half Shares, 30⅞; Ditto (West Riding Union), 2⅛ dis; Ditto (Preston and Wyre), 3⅛; Leeds and Bradford, 69½; Leeds and Thirsk, 10½; London and Blackwall, 5⅝; London, Brighton, and South Coast, 43¾; Ditto, Pref. Con. 5 per cent., 49; London and North Western, 168; Ditto, Quarters, L. and B, 23½; Ditto, Fifths, 11; London and S. Western, 57; Ditto, New, 52½; Ditto, Midland, 113⅝; Ditto, £40 Shares, 43⅛; Ditto, £50 Shares, 11⅞; Midland Consol. Bristol and Birm., 6 per cent., 120; Newcastle and Berw., 30⅝; Do., New, 7⅛; North British, 25⅝; Ditto, Half Shares, 13; North Staffordshire, 8⅞; Reading, Guildford, and Reigate, 7⅞; South Staffordshire, 1⅞ dis; South Eastern and Dover, 30½; Ditto, No. 4, 3½; South Wales, 7; York and Newcastle, 33⅞; Ditto, Extension, 13⅛; Ditto, Preference, 10⅞; York and North Midland, 75; Ditto, Preference, 12⅞; Ditto, East and West Riding Extension, 2⅝; Namur and Liege, 12⅞; Northern of France, 10⅛; Sambre and Meuse, 6⅞. xyxy=(1025,125,1495,294)
gazette-entry: Vice-Admiral of the Blue Sir Charles Bullen, K.C.B., K.C.H., to be Vice-Admiral of the White. Rear-Admiral of the Red Edward Harvey to be Vice-Admiral of the Blue. xyxy=(1025,752,1495,776)
gazette-heading: THE LONDON GAZETTE. xyxy=(1162,313,1357,330)
gazette-subheading: ADMIRALTY, SEPT. 20. xyxy=(1201,824,1319,836)
gazette-subheading: COMMISSIONS SIGNED BY LORDS LIEUTENANT. xyxy=(1131,621,1388,633)
gazette-entry: 12th Foot: Ensign H. Hoghes to be Lieut., vice Cokes; E. R. Montgomery to be Ensign, vice Hoggs. 27th: Ensign J. R. B. Hutton to be Lieut., vice Reilly; W. G. Somerville to be Ensign, vice Becher. 48th: C. E. Harlans to be Ensign, vice Dunstan. 68th: Second Lieut. T. Dawson to be First Lieut., vice Armstrong; Ensign G. Clarke to be Second Lieut., vice Rowe. 73rd: Brevet Major F. W. Gray, M.D., to be Surgeon, vice Humfrey. 94th: Lieut. A. T. Stott to be Captain, vice Jones; Ensign R. T. Hearn to be Lieut., vice Meik; Ensign H. B. Brown to be Ensign, vice Hearn. xyxy=(1025,423,1495,479)
article-paragraph: The levers are also exhibited, by which the vertical and horizontal shutters to the Dome are opened and closed. xyxy=(61,441,483,452)
gazette-subheading: BANKRUPTCY ANNULLED. xyxy=(1189,866,1330,878)
gazette-subheading: WAR-OFFICE, SEPT. 24. xyxy=(1199,336,1321,347)
market-report: Smithfield (Friday).—Although there was a slight falling off in the supply of beasts on sale here, to-day, compared with that exhibited on Friday last, it was quite equal to the wants of the buyers. The few prime Scots, &c., on offer moved off steadily, at full prices. Otherwise, the beef trade was heavy, and Monday's quotations were well supported. The number of foreign stock comprised 7 oxen and cows, 3300 sheep and lambs, 190 calves, and 17 pigs, mostly in bad condition. With English sheep, we were scantily supplied; nevertheless, the inquiry for that description of stock was in a sluggish state, at a decline in the currencies of 2d per 8lbs—the highest figure for the best Downs not exceeding 5s 4d per 8lbs. Lambs are now out of season. Prime small calves were quite as dear; but the inferior qualities of veal were a mere drug. Pigs were in fair average supply, and sluggish inquiry, at late rates. Milch cows were very dull, at from £15 to £18 each, including their small calf. xyxy=(538,944,1008,1046)
monetary-heading: MONETARY TRANSACTIONS OF THE WEEK. xyxy=(623,1201,923,1216)
masthead-rule xyxy=(42,75,1526,76)
market-report: Corn Exchange (Friday).—A full average quantity of English wheat, or upwards of 4000 quarters, has come to hand for our market this week, and the show of samples to-day was in the Essex and Kentish stands. Owing to the limited supplies of American flour pressing for sale, the demands for all kinds of wheat of home production was heavy, at a decline on Monday's currencies of from 1s to 2s per quarter. Foreign wheat—the supply of which on offer was extensive—met a very slow inquiry, at 1s to 2s per quarter less money. Malting barley supported fair rates, but grinding and distilling sorts were very dull, and the turn cheaper. The sale for malt was wholly in retail, at late currencies. As the supply of oats from each quarter was good, viz. 48,000 quarters, the trade was very dull, at 1s per quarter decline on Monday's figures. Beans, peas, Indian corn meal, and flour were very heavy, but not lower. xyxy=(538,267,1008,357)
market-report: Sugar.—Low sugars, a full average amount of business has been transacted since our last report, at very full prices. Refined goods are flat. 4s 5d to 54s 6d, for brown, and 55s to 56s 6d per cwt for standard lumps. The stock in warehouse is not very large; but the future arrivals are expected to be extensive. xyxy=(538,643,1008,676)
